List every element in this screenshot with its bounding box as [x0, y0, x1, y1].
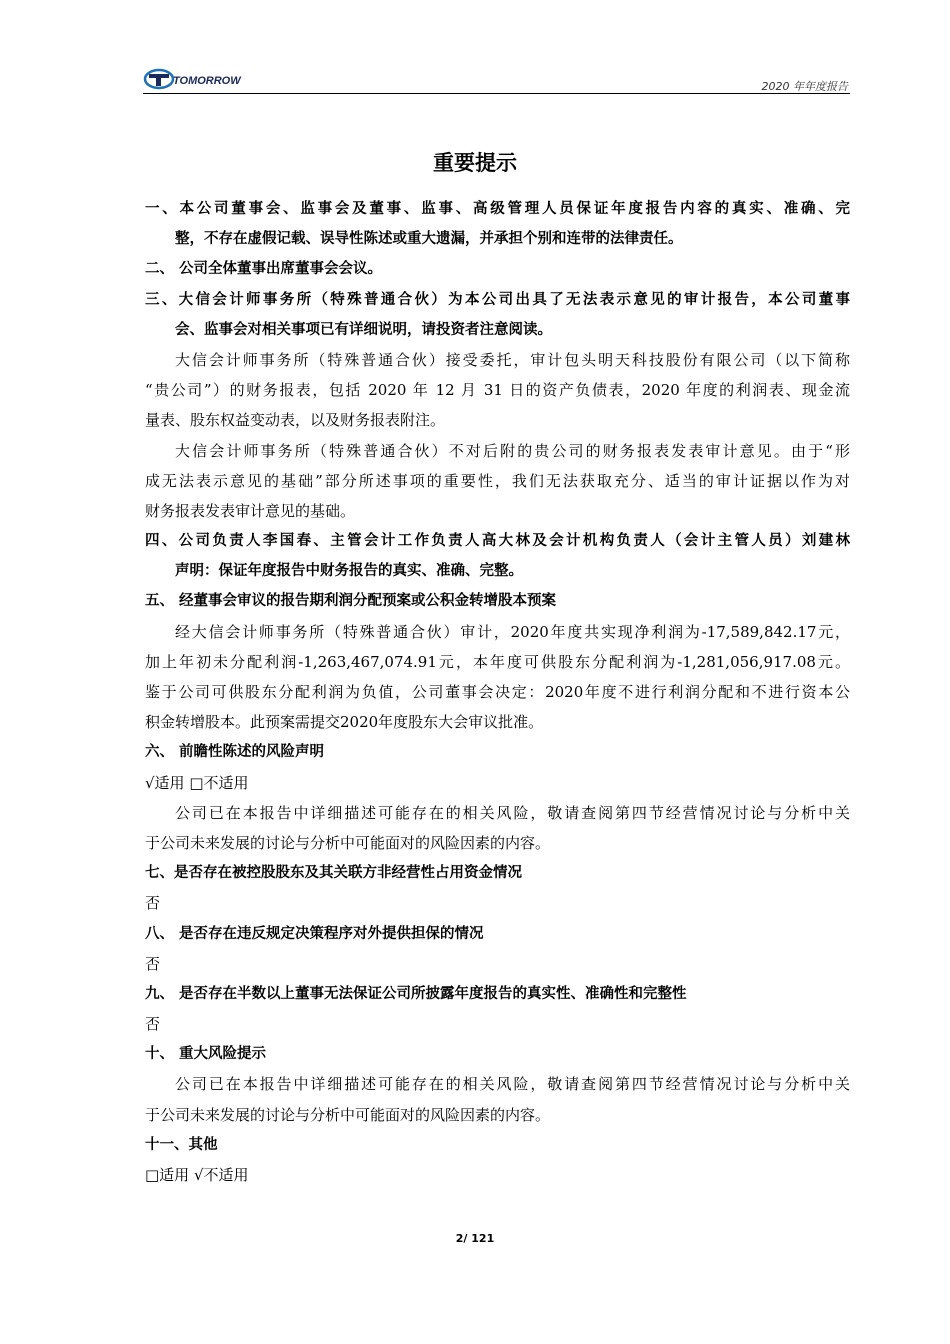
text-line: 八、 是否存在违反规定决策程序对外提供担保的情况 [145, 925, 484, 942]
text-line: 九、 是否存在半数以上董事无法保证公司所披露年度报告的真实性、准确性和完整性 [145, 985, 687, 1002]
text-line: “贵公司”）的财务报表，包括 2020 年 12 月 31 日的资产负债表，2020 年度的利润表、现金流 [145, 381, 850, 400]
text-line: 鉴于公司可供股东分配利润为负值，公司董事会决定：2020年度不进行利润分配和不进行资本公 [145, 683, 850, 701]
page-title: 重要提示 [433, 151, 517, 175]
text-line: □适用 √不适用 [145, 1166, 249, 1184]
text-line: 公司已在本报告中详细描述可能存在的相关风险，敬请查阅第四节经营情况讨论与分析中关 [175, 1075, 850, 1094]
page-header [143, 66, 850, 96]
text-line: 声明：保证年度报告中财务报告的真实、准确、完整。 [175, 563, 523, 580]
text-line: 七、是否存在被控股股东及其关联方非经营性占用资金情况 [145, 865, 522, 882]
text-line: 量表、股东权益变动表，以及财务报表附注。 [145, 411, 446, 430]
text-line: 四、公司负责人李国春、主管会计工作负责人高大林及会计机构负责人（会计主管人员）刘建林 [145, 533, 850, 550]
doc-title: 2020 年年度报告 [761, 80, 848, 93]
text-line: 加上年初未分配利润-1,263,467,074.91元，本年度可供股东分配利润为-1,281,056,917.08元。 [145, 652, 850, 671]
text-line: 财务报表发表审计意见的基础。 [145, 501, 356, 520]
text-line: 会、监事会对相关事项已有详细说明，请投资者注意阅读。 [175, 321, 552, 338]
text-line: 二、 公司全体董事出席董事会会议。 [145, 261, 383, 278]
tomorrow-logo [143, 68, 283, 90]
text-line: 六、 前瞻性陈述的风险声明 [145, 744, 325, 761]
text-line: 否 [145, 1015, 161, 1034]
text-line: 否 [145, 954, 161, 973]
text-line: 十、 重大风险提示 [145, 1046, 267, 1063]
page-number: 2/ 121 [455, 1232, 495, 1245]
text-line: 大信会计师事务所（特殊普通合伙）不对后附的贵公司的财务报表发表审计意见。由于“形 [175, 441, 850, 460]
text-line: 整，不存在虚假记载、误导性陈述或重大遗漏，并承担个别和连带的法律责任。 [175, 231, 683, 248]
text-line: 一、本公司董事会、监事会及董事、监事、高级管理人员保证年度报告内容的真实、准确、完 [145, 201, 850, 217]
text-line: 成无法表示意见的基础”部分所述事项的重要性，我们无法获取充分、适当的审计证据以作为对 [145, 471, 850, 490]
text-line: 积金转增股本。此预案需提交2020年度股东大会审议批准。 [145, 713, 544, 732]
text-line: √适用 □不适用 [145, 773, 249, 792]
text-line: 于公司未来发展的讨论与分析中可能面对的风险因素的内容。 [145, 1105, 551, 1124]
main-content [145, 194, 850, 1190]
logo-text: TOMORROW [173, 75, 241, 87]
text-line: 经大信会计师事务所（特殊普通合伙）审计，2020年度共实现净利润为-17,589,842.17元， [175, 622, 850, 641]
text-line: 十一、其他 [145, 1136, 218, 1153]
text-line: 五、 经董事会审议的报告期利润分配预案或公积金转增股本预案 [145, 593, 557, 610]
text-line: 大信会计师事务所（特殊普通合伙）接受委托，审计包头明天科技股份有限公司（以下简称 [175, 350, 850, 369]
header-divider [143, 93, 850, 94]
text-line: 三、大信会计师事务所（特殊普通合伙）为本公司出具了无法表示意见的审计报告，本公司董事 [145, 291, 850, 308]
text-line: 于公司未来发展的讨论与分析中可能面对的风险因素的内容。 [145, 833, 551, 852]
text-line: 否 [145, 894, 161, 913]
text-line: 公司已在本报告中详细描述可能存在的相关风险，敬请查阅第四节经营情况讨论与分析中关 [175, 803, 850, 822]
